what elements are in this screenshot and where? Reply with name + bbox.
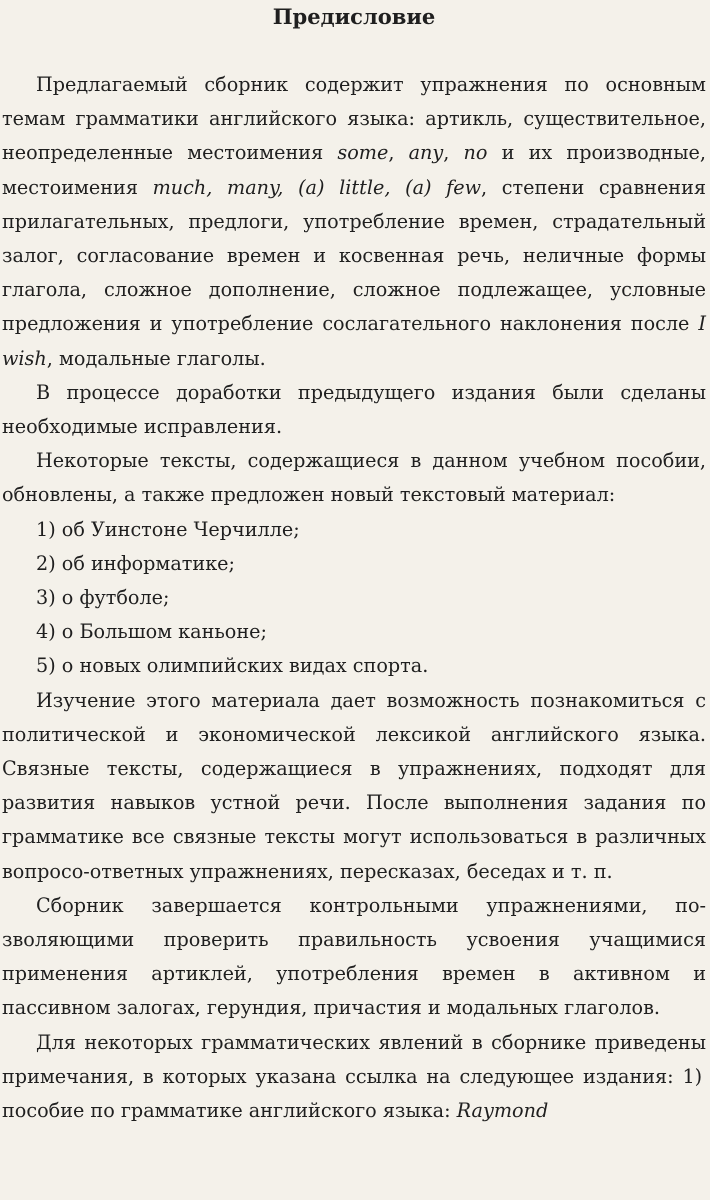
italic-term: any: [408, 141, 444, 165]
list-item: 1) об Уинстоне Черчилле;: [36, 517, 300, 541]
list-item: 3) о футболе;: [36, 586, 170, 610]
italic-term: some: [337, 141, 389, 165]
text-run: Для некоторых грамматических явлений в сборнике приведены примечания, в которых указана ссылка на следующее издания: 1) пособие по грамматике английского языка:: [2, 1030, 706, 1123]
paragraph-revision: В процессе доработки предыдущего издания были сделаны необходимые исправления.: [2, 380, 706, 439]
text-run: и их производные, местоимения: [2, 141, 706, 199]
list-item: 5) о новых олимпийских видах спорта.: [36, 654, 429, 678]
list-item: 4) о Большом каньоне;: [36, 620, 267, 644]
italic-term: much, many, (a) little, (a) few: [152, 175, 482, 199]
italic-term: Raymond: [456, 1099, 549, 1123]
text-run: , модальные глаголы.: [46, 346, 266, 370]
paragraph-control-exercises: Сборник завершается контрольными упражнениями, позволяющими проверить правильность усвоения учащимися применения артиклей, употребления времен в активном и пассивном залогах, герундия, причастия и модальных глаголов.: [2, 893, 706, 1020]
paragraph-notes: [2, 1026, 706, 1129]
paragraph-intro: [2, 68, 706, 376]
text-run: ,: [388, 141, 409, 165]
paragraph-new-material: Некоторые тексты, содержащиеся в данном учебном пособии, обновлены, а также предложен новый текстовый материал:: [2, 449, 706, 507]
italic-term: I wish: [2, 312, 706, 370]
document-body: [2, 68, 706, 1128]
text-run: ,: [443, 141, 464, 165]
page-title: Предисловие: [272, 4, 436, 29]
paragraph-study: Изучение этого материала дает возможность познакомиться с политической и экономической лексикой английского языка. Связные тексты, содержащиеся в упражнениях, подходят для развития навыков устной речи. После выполнения задания по грамматике все связные тексты могут использоваться в различных вопросо-ответных упражнениях, пересказах, беседах и т. п.: [2, 688, 706, 883]
text-run: Предлагаемый сборник содержит упражнения по основным темам грамматики английского языка: артикль, существительное, неопределенные местоимения: [2, 73, 706, 165]
list-item: 2) об информатике;: [36, 551, 236, 575]
italic-term: no: [463, 141, 488, 165]
text-run: , степени сравнения прилагательных, предлоги, употребление времен, страдательный залог, согласование времен и косвенная речь, неличные формы глагола, сложное дополнение, сложное подлежащее, условные предложения и употребление сослагательного наклонения после: [2, 175, 706, 336]
